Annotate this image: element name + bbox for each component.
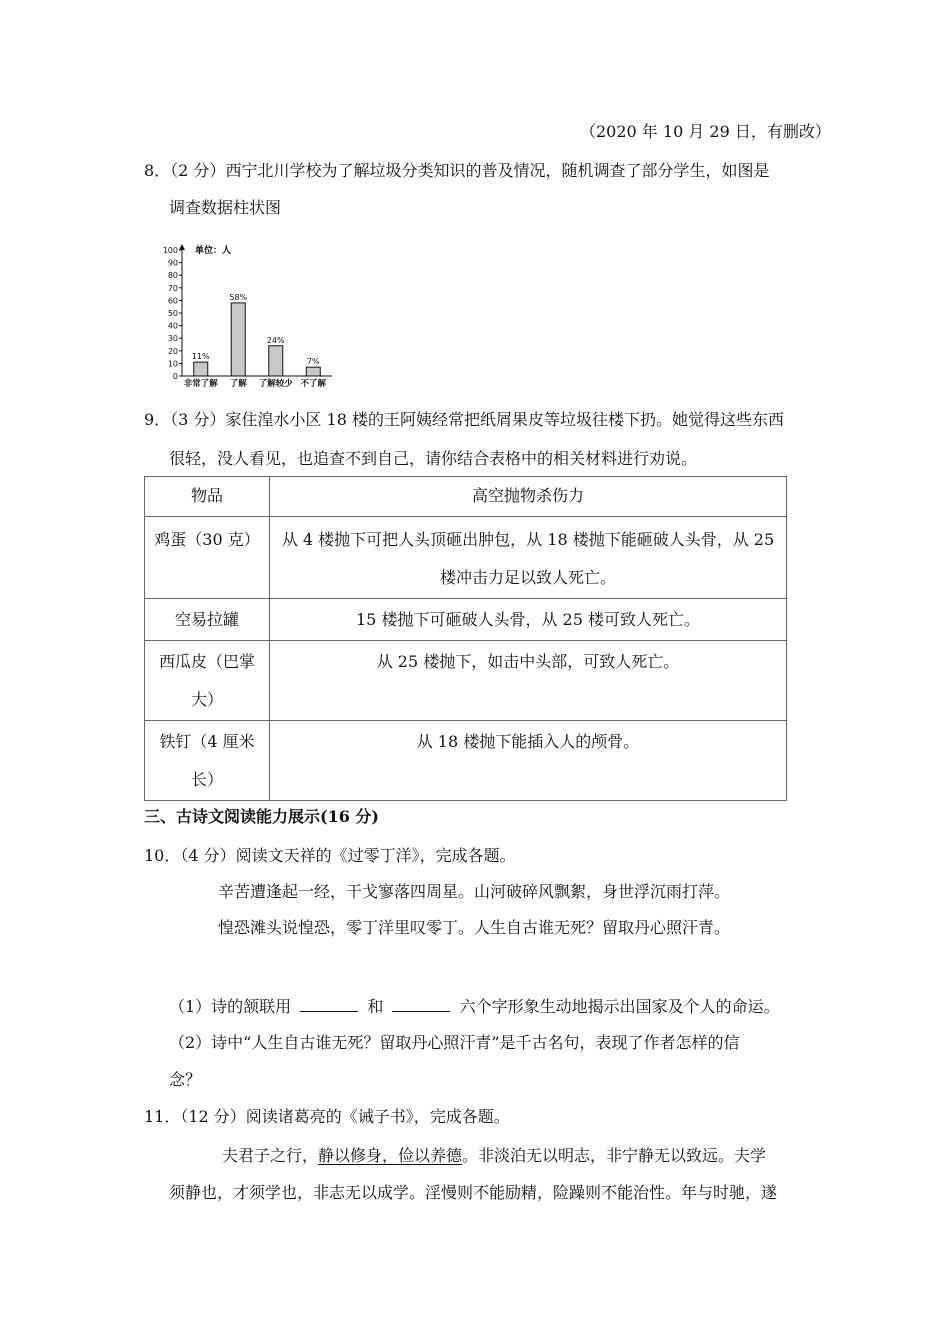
chart-category-label: 非常了解 xyxy=(183,379,218,389)
poem-line-1: 辛苦遭逢起一经，干戈寥落四周星。山河破碎风飘絮，身世浮沉雨打萍。 xyxy=(218,882,731,901)
chart-y-tick-label: 40 xyxy=(167,321,178,331)
q10-sub1-text: （1）诗的颔联用 xyxy=(169,997,292,1016)
chart-y-tick-label: 60 xyxy=(167,296,178,306)
q10-sub2-line2: 念？ xyxy=(169,1070,202,1089)
q11-passage-line1 xyxy=(222,1146,766,1166)
cell-text: 西瓜皮（巴掌 xyxy=(158,652,255,671)
underlined-phrase: 静以修身，俭以养德 xyxy=(318,1146,463,1165)
q10-sub1 xyxy=(169,995,780,1017)
chart-y-tick-label: 20 xyxy=(167,346,178,356)
cell-text: 从 4 楼抛下可把人头顶砸出肿包，从 18 楼抛下能砸破人头骨，从 25 xyxy=(281,530,775,549)
table-header-item: 物品 xyxy=(145,477,270,517)
cell-text: 铁钉（4 厘米 xyxy=(159,732,255,751)
table-cell-desc xyxy=(270,721,787,801)
cell-text: 从 25 楼抛下，如击中头部，可致人死亡。 xyxy=(376,652,680,671)
chart-y-tick-label: 80 xyxy=(167,271,178,281)
chart-category-label: 不了解 xyxy=(300,379,327,389)
table-row xyxy=(145,599,787,641)
chart-category-label: 了解较少 xyxy=(258,379,293,389)
chart-y-tick-label: 0 xyxy=(172,372,178,381)
q10-intro: 10．（4 分）阅读文天祥的《过零丁洋》，完成各题。 xyxy=(144,846,516,865)
table-row xyxy=(145,641,787,721)
q9-line2: 很轻，没人看见，也追查不到自己，请你结合表格中的相关材料进行劝说。 xyxy=(169,449,698,468)
q8-line2: 调查数据柱状图 xyxy=(169,198,282,217)
chart-data-label: 7% xyxy=(306,357,320,367)
chart-y-tick-label: 10 xyxy=(167,359,178,369)
chart-unit-label: 单位：人 xyxy=(195,246,232,256)
q10-sub2-line1: （2）诗中“人生自古谁无死？留取丹心照汗青”是千古名句，表现了作者怎样的信 xyxy=(169,1033,740,1052)
chart-category-label: 了解 xyxy=(229,379,247,389)
cell-text: 长） xyxy=(190,770,223,789)
chart-y-tick-label: 90 xyxy=(167,258,178,268)
table-cell-item xyxy=(145,721,270,801)
chart-bar xyxy=(194,362,208,376)
table-cell-item xyxy=(145,599,270,641)
cell-text: 15 楼抛下可砸破人头骨，从 25 楼可致人死亡。 xyxy=(356,610,700,629)
cell-text: 空易拉罐 xyxy=(174,610,239,629)
q10-sub1-and: 和 xyxy=(367,997,384,1016)
table-header-desc: 高空抛物杀伤力 xyxy=(270,477,787,517)
answer-blank-1[interactable] xyxy=(300,995,358,1012)
answer-blank-2[interactable] xyxy=(392,995,450,1012)
table-cell-item xyxy=(145,641,270,721)
table-cell-desc xyxy=(270,641,787,721)
q11-passage-line2: 须静也，才须学也，非志无以成学。淫慢则不能励精，险躁则不能治性。年与时驰，遂 xyxy=(169,1183,778,1202)
table-header-row xyxy=(145,477,787,517)
table-cell-desc xyxy=(270,599,787,641)
chart-y-tick-label: 50 xyxy=(167,309,178,318)
table-row xyxy=(145,721,787,801)
chart-data-label: 24% xyxy=(266,335,285,345)
chart-y-tick-label: 70 xyxy=(167,283,178,293)
cell-text: 楼冲击力足以致人死亡。 xyxy=(439,568,616,587)
q11-intro: 11．（12 分）阅读诸葛亮的《诫子书》，完成各题。 xyxy=(144,1107,510,1126)
chart-bar xyxy=(231,303,245,376)
chart-y-arrow xyxy=(179,244,185,250)
cell-text: 大） xyxy=(190,690,223,709)
table-row xyxy=(145,517,787,599)
cell-text: 鸡蛋（30 克） xyxy=(154,530,260,549)
passage-text: 。非淡泊无以明志，非宁静无以致远。夫学 xyxy=(462,1146,767,1165)
chart-y-tick-label: 100 xyxy=(162,246,178,255)
q10-sub1-tail: 六个字形象生动地揭示出国家及个人的命运。 xyxy=(459,997,780,1016)
q8-line1: 8．（2 分）西宁北川学校为了解垃圾分类知识的普及情况，随机调查了部分学生，如图是 xyxy=(144,161,770,180)
chart-bar xyxy=(306,367,320,376)
bar-chart xyxy=(160,238,340,390)
section-3-title: 三、古诗文阅读能力展示(16 分) xyxy=(144,807,379,826)
chart-bar xyxy=(269,346,283,376)
chart-data-label: 58% xyxy=(229,292,248,302)
poem-line-2: 惶恐滩头说惶恐，零丁洋里叹零丁。人生自古谁无死？留取丹心照汗青。 xyxy=(218,918,731,937)
passage-text: 夫君子之行， xyxy=(222,1146,319,1165)
source-note: （2020 年 10 月 29 日，有删改） xyxy=(580,122,831,141)
chart-data-label: 11% xyxy=(191,352,210,362)
q9-line1: 9．（3 分）家住湟水小区 18 楼的王阿姨经常把纸屑果皮等垃圾往楼下扔。她觉得这些东西 xyxy=(144,410,784,429)
harm-table xyxy=(144,476,787,801)
cell-text: 从 18 楼抛下能插入人的颅骨。 xyxy=(416,732,640,751)
chart-y-tick-label: 30 xyxy=(167,334,178,344)
table-cell-item xyxy=(145,517,270,599)
table-cell-desc xyxy=(270,517,787,599)
